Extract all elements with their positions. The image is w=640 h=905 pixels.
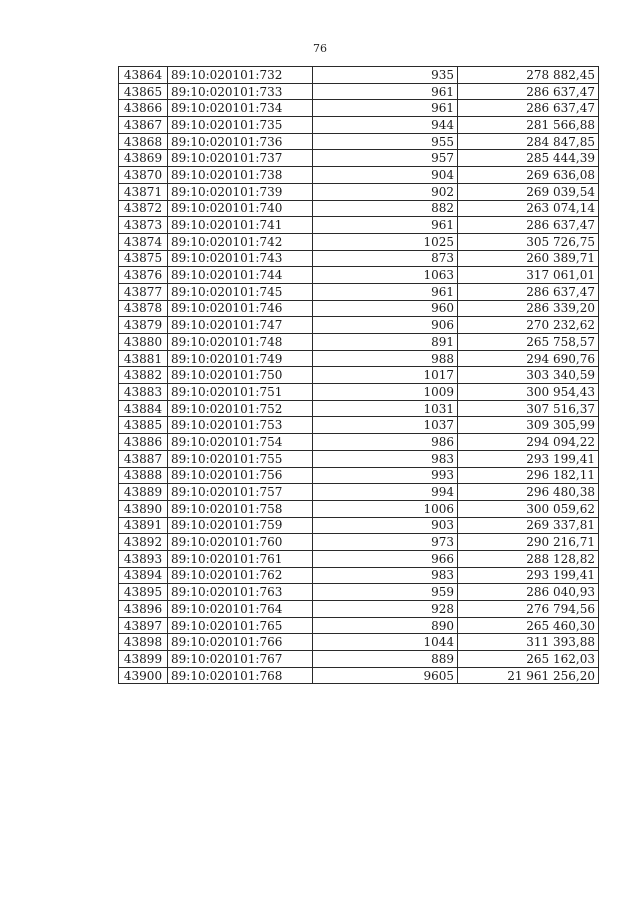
cadastral-number-cell: 89:10:020101:748	[168, 334, 313, 351]
cadastral-number-cell: 89:10:020101:756	[168, 467, 313, 484]
table-row	[119, 267, 599, 284]
table-row	[119, 384, 599, 401]
row-number-cell: 43894	[119, 567, 168, 584]
table-row	[119, 667, 599, 684]
value-cell: 303 340,59	[458, 367, 599, 384]
value-cell: 270 232,62	[458, 317, 599, 334]
value-cell: 300 059,62	[458, 500, 599, 517]
table-row	[119, 250, 599, 267]
value-cell: 311 393,88	[458, 634, 599, 651]
row-number-cell: 43867	[119, 117, 168, 134]
value-cell: 21 961 256,20	[458, 667, 599, 684]
value-cell: 285 444,39	[458, 150, 599, 167]
area-cell: 961	[313, 83, 458, 100]
table-row	[119, 500, 599, 517]
cadastral-number-cell: 89:10:020101:762	[168, 567, 313, 584]
value-cell: 317 061,01	[458, 267, 599, 284]
row-number-cell: 43889	[119, 484, 168, 501]
area-cell: 882	[313, 200, 458, 217]
table-row	[119, 467, 599, 484]
area-cell: 889	[313, 651, 458, 668]
area-cell: 903	[313, 517, 458, 534]
value-cell: 296 480,38	[458, 484, 599, 501]
value-cell: 281 566,88	[458, 117, 599, 134]
table-row	[119, 167, 599, 184]
row-number-cell: 43874	[119, 233, 168, 250]
area-cell: 944	[313, 117, 458, 134]
row-number-cell: 43882	[119, 367, 168, 384]
row-number-cell: 43869	[119, 150, 168, 167]
cadastral-number-cell: 89:10:020101:761	[168, 550, 313, 567]
table-row	[119, 517, 599, 534]
row-number-cell: 43884	[119, 400, 168, 417]
value-cell: 269 337,81	[458, 517, 599, 534]
row-number-cell: 43872	[119, 200, 168, 217]
table-row	[119, 367, 599, 384]
cadastral-number-cell: 89:10:020101:765	[168, 617, 313, 634]
table-row	[119, 183, 599, 200]
value-cell: 293 199,41	[458, 450, 599, 467]
table-row	[119, 117, 599, 134]
value-cell: 294 094,22	[458, 434, 599, 451]
row-number-cell: 43892	[119, 534, 168, 551]
cadastral-number-cell: 89:10:020101:747	[168, 317, 313, 334]
cadastral-number-cell: 89:10:020101:752	[168, 400, 313, 417]
row-number-cell: 43868	[119, 133, 168, 150]
area-cell: 1031	[313, 400, 458, 417]
table-row	[119, 634, 599, 651]
row-number-cell: 43875	[119, 250, 168, 267]
cadastral-number-cell: 89:10:020101:744	[168, 267, 313, 284]
area-cell: 994	[313, 484, 458, 501]
row-number-cell: 43887	[119, 450, 168, 467]
table-row	[119, 417, 599, 434]
table-row	[119, 67, 599, 84]
row-number-cell: 43876	[119, 267, 168, 284]
cadastral-number-cell: 89:10:020101:749	[168, 350, 313, 367]
cadastral-number-cell: 89:10:020101:755	[168, 450, 313, 467]
value-cell: 300 954,43	[458, 384, 599, 401]
value-cell: 296 182,11	[458, 467, 599, 484]
cadastral-number-cell: 89:10:020101:759	[168, 517, 313, 534]
table-row	[119, 400, 599, 417]
table-row	[119, 100, 599, 117]
cadastral-number-cell: 89:10:020101:758	[168, 500, 313, 517]
table-row	[119, 334, 599, 351]
area-cell: 966	[313, 550, 458, 567]
value-cell: 288 128,82	[458, 550, 599, 567]
area-cell: 1044	[313, 634, 458, 651]
table-row	[119, 567, 599, 584]
cadastral-number-cell: 89:10:020101:736	[168, 133, 313, 150]
area-cell: 928	[313, 601, 458, 618]
table-row	[119, 450, 599, 467]
area-cell: 873	[313, 250, 458, 267]
table-row	[119, 584, 599, 601]
row-number-cell: 43900	[119, 667, 168, 684]
table-row	[119, 200, 599, 217]
value-cell: 265 460,30	[458, 617, 599, 634]
cadastral-number-cell: 89:10:020101:745	[168, 283, 313, 300]
row-number-cell: 43865	[119, 83, 168, 100]
value-cell: 294 690,76	[458, 350, 599, 367]
value-cell: 286 339,20	[458, 300, 599, 317]
cadastral-number-cell: 89:10:020101:735	[168, 117, 313, 134]
cadastral-number-cell: 89:10:020101:757	[168, 484, 313, 501]
area-cell: 993	[313, 467, 458, 484]
value-cell: 263 074,14	[458, 200, 599, 217]
area-cell: 960	[313, 300, 458, 317]
cadastral-table	[118, 66, 599, 684]
value-cell: 276 794,56	[458, 601, 599, 618]
cadastral-number-cell: 89:10:020101:746	[168, 300, 313, 317]
row-number-cell: 43899	[119, 651, 168, 668]
value-cell: 305 726,75	[458, 233, 599, 250]
row-number-cell: 43883	[119, 384, 168, 401]
value-cell: 293 199,41	[458, 567, 599, 584]
area-cell: 983	[313, 450, 458, 467]
value-cell: 286 637,47	[458, 283, 599, 300]
value-cell: 284 847,85	[458, 133, 599, 150]
area-cell: 1006	[313, 500, 458, 517]
table-row	[119, 434, 599, 451]
area-cell: 935	[313, 67, 458, 84]
area-cell: 955	[313, 133, 458, 150]
table-row	[119, 150, 599, 167]
value-cell: 309 305,99	[458, 417, 599, 434]
cadastral-number-cell: 89:10:020101:760	[168, 534, 313, 551]
row-number-cell: 43864	[119, 67, 168, 84]
cadastral-number-cell: 89:10:020101:740	[168, 200, 313, 217]
area-cell: 891	[313, 334, 458, 351]
row-number-cell: 43898	[119, 634, 168, 651]
row-number-cell: 43871	[119, 183, 168, 200]
cadastral-number-cell: 89:10:020101:766	[168, 634, 313, 651]
value-cell: 260 389,71	[458, 250, 599, 267]
area-cell: 1009	[313, 384, 458, 401]
area-cell: 906	[313, 317, 458, 334]
table-row	[119, 484, 599, 501]
cadastral-number-cell: 89:10:020101:737	[168, 150, 313, 167]
page-bottom-margin	[0, 762, 640, 905]
row-number-cell: 43893	[119, 550, 168, 567]
area-cell: 961	[313, 217, 458, 234]
table-row	[119, 534, 599, 551]
cadastral-number-cell: 89:10:020101:734	[168, 100, 313, 117]
table-row	[119, 83, 599, 100]
table-body	[119, 67, 599, 684]
cadastral-number-cell: 89:10:020101:764	[168, 601, 313, 618]
row-number-cell: 43897	[119, 617, 168, 634]
table-row	[119, 317, 599, 334]
value-cell: 286 637,47	[458, 217, 599, 234]
area-cell: 957	[313, 150, 458, 167]
value-cell: 286 040,93	[458, 584, 599, 601]
table-row	[119, 233, 599, 250]
cadastral-number-cell: 89:10:020101:742	[168, 233, 313, 250]
cadastral-number-cell: 89:10:020101:767	[168, 651, 313, 668]
area-cell: 961	[313, 283, 458, 300]
area-cell: 961	[313, 100, 458, 117]
cadastral-number-cell: 89:10:020101:741	[168, 217, 313, 234]
table-row	[119, 550, 599, 567]
table-row	[119, 350, 599, 367]
cadastral-number-cell: 89:10:020101:768	[168, 667, 313, 684]
cadastral-number-cell: 89:10:020101:754	[168, 434, 313, 451]
value-cell: 278 882,45	[458, 67, 599, 84]
area-cell: 983	[313, 567, 458, 584]
area-cell: 988	[313, 350, 458, 367]
row-number-cell: 43886	[119, 434, 168, 451]
table-row	[119, 651, 599, 668]
row-number-cell: 43866	[119, 100, 168, 117]
table-row	[119, 617, 599, 634]
cadastral-number-cell: 89:10:020101:753	[168, 417, 313, 434]
cadastral-number-cell: 89:10:020101:763	[168, 584, 313, 601]
row-number-cell: 43891	[119, 517, 168, 534]
value-cell: 269 636,08	[458, 167, 599, 184]
area-cell: 973	[313, 534, 458, 551]
area-cell: 959	[313, 584, 458, 601]
area-cell: 9605	[313, 667, 458, 684]
page-number: 76	[313, 42, 327, 55]
value-cell: 265 162,03	[458, 651, 599, 668]
cadastral-number-cell: 89:10:020101:750	[168, 367, 313, 384]
row-number-cell: 43881	[119, 350, 168, 367]
cadastral-number-cell: 89:10:020101:733	[168, 83, 313, 100]
row-number-cell: 43873	[119, 217, 168, 234]
table-row	[119, 300, 599, 317]
value-cell: 290 216,71	[458, 534, 599, 551]
row-number-cell: 43890	[119, 500, 168, 517]
table-row	[119, 601, 599, 618]
row-number-cell: 43885	[119, 417, 168, 434]
area-cell: 902	[313, 183, 458, 200]
row-number-cell: 43870	[119, 167, 168, 184]
area-cell: 904	[313, 167, 458, 184]
row-number-cell: 43896	[119, 601, 168, 618]
cadastral-number-cell: 89:10:020101:738	[168, 167, 313, 184]
table-row	[119, 283, 599, 300]
cadastral-number-cell: 89:10:020101:732	[168, 67, 313, 84]
value-cell: 307 516,37	[458, 400, 599, 417]
row-number-cell: 43879	[119, 317, 168, 334]
row-number-cell: 43877	[119, 283, 168, 300]
cadastral-number-cell: 89:10:020101:743	[168, 250, 313, 267]
table-row	[119, 133, 599, 150]
area-cell: 890	[313, 617, 458, 634]
value-cell: 265 758,57	[458, 334, 599, 351]
area-cell: 986	[313, 434, 458, 451]
area-cell: 1025	[313, 233, 458, 250]
value-cell: 286 637,47	[458, 100, 599, 117]
cadastral-number-cell: 89:10:020101:751	[168, 384, 313, 401]
row-number-cell: 43880	[119, 334, 168, 351]
area-cell: 1017	[313, 367, 458, 384]
cadastral-number-cell: 89:10:020101:739	[168, 183, 313, 200]
value-cell: 269 039,54	[458, 183, 599, 200]
row-number-cell: 43888	[119, 467, 168, 484]
value-cell: 286 637,47	[458, 83, 599, 100]
area-cell: 1037	[313, 417, 458, 434]
area-cell: 1063	[313, 267, 458, 284]
row-number-cell: 43895	[119, 584, 168, 601]
table-row	[119, 217, 599, 234]
row-number-cell: 43878	[119, 300, 168, 317]
